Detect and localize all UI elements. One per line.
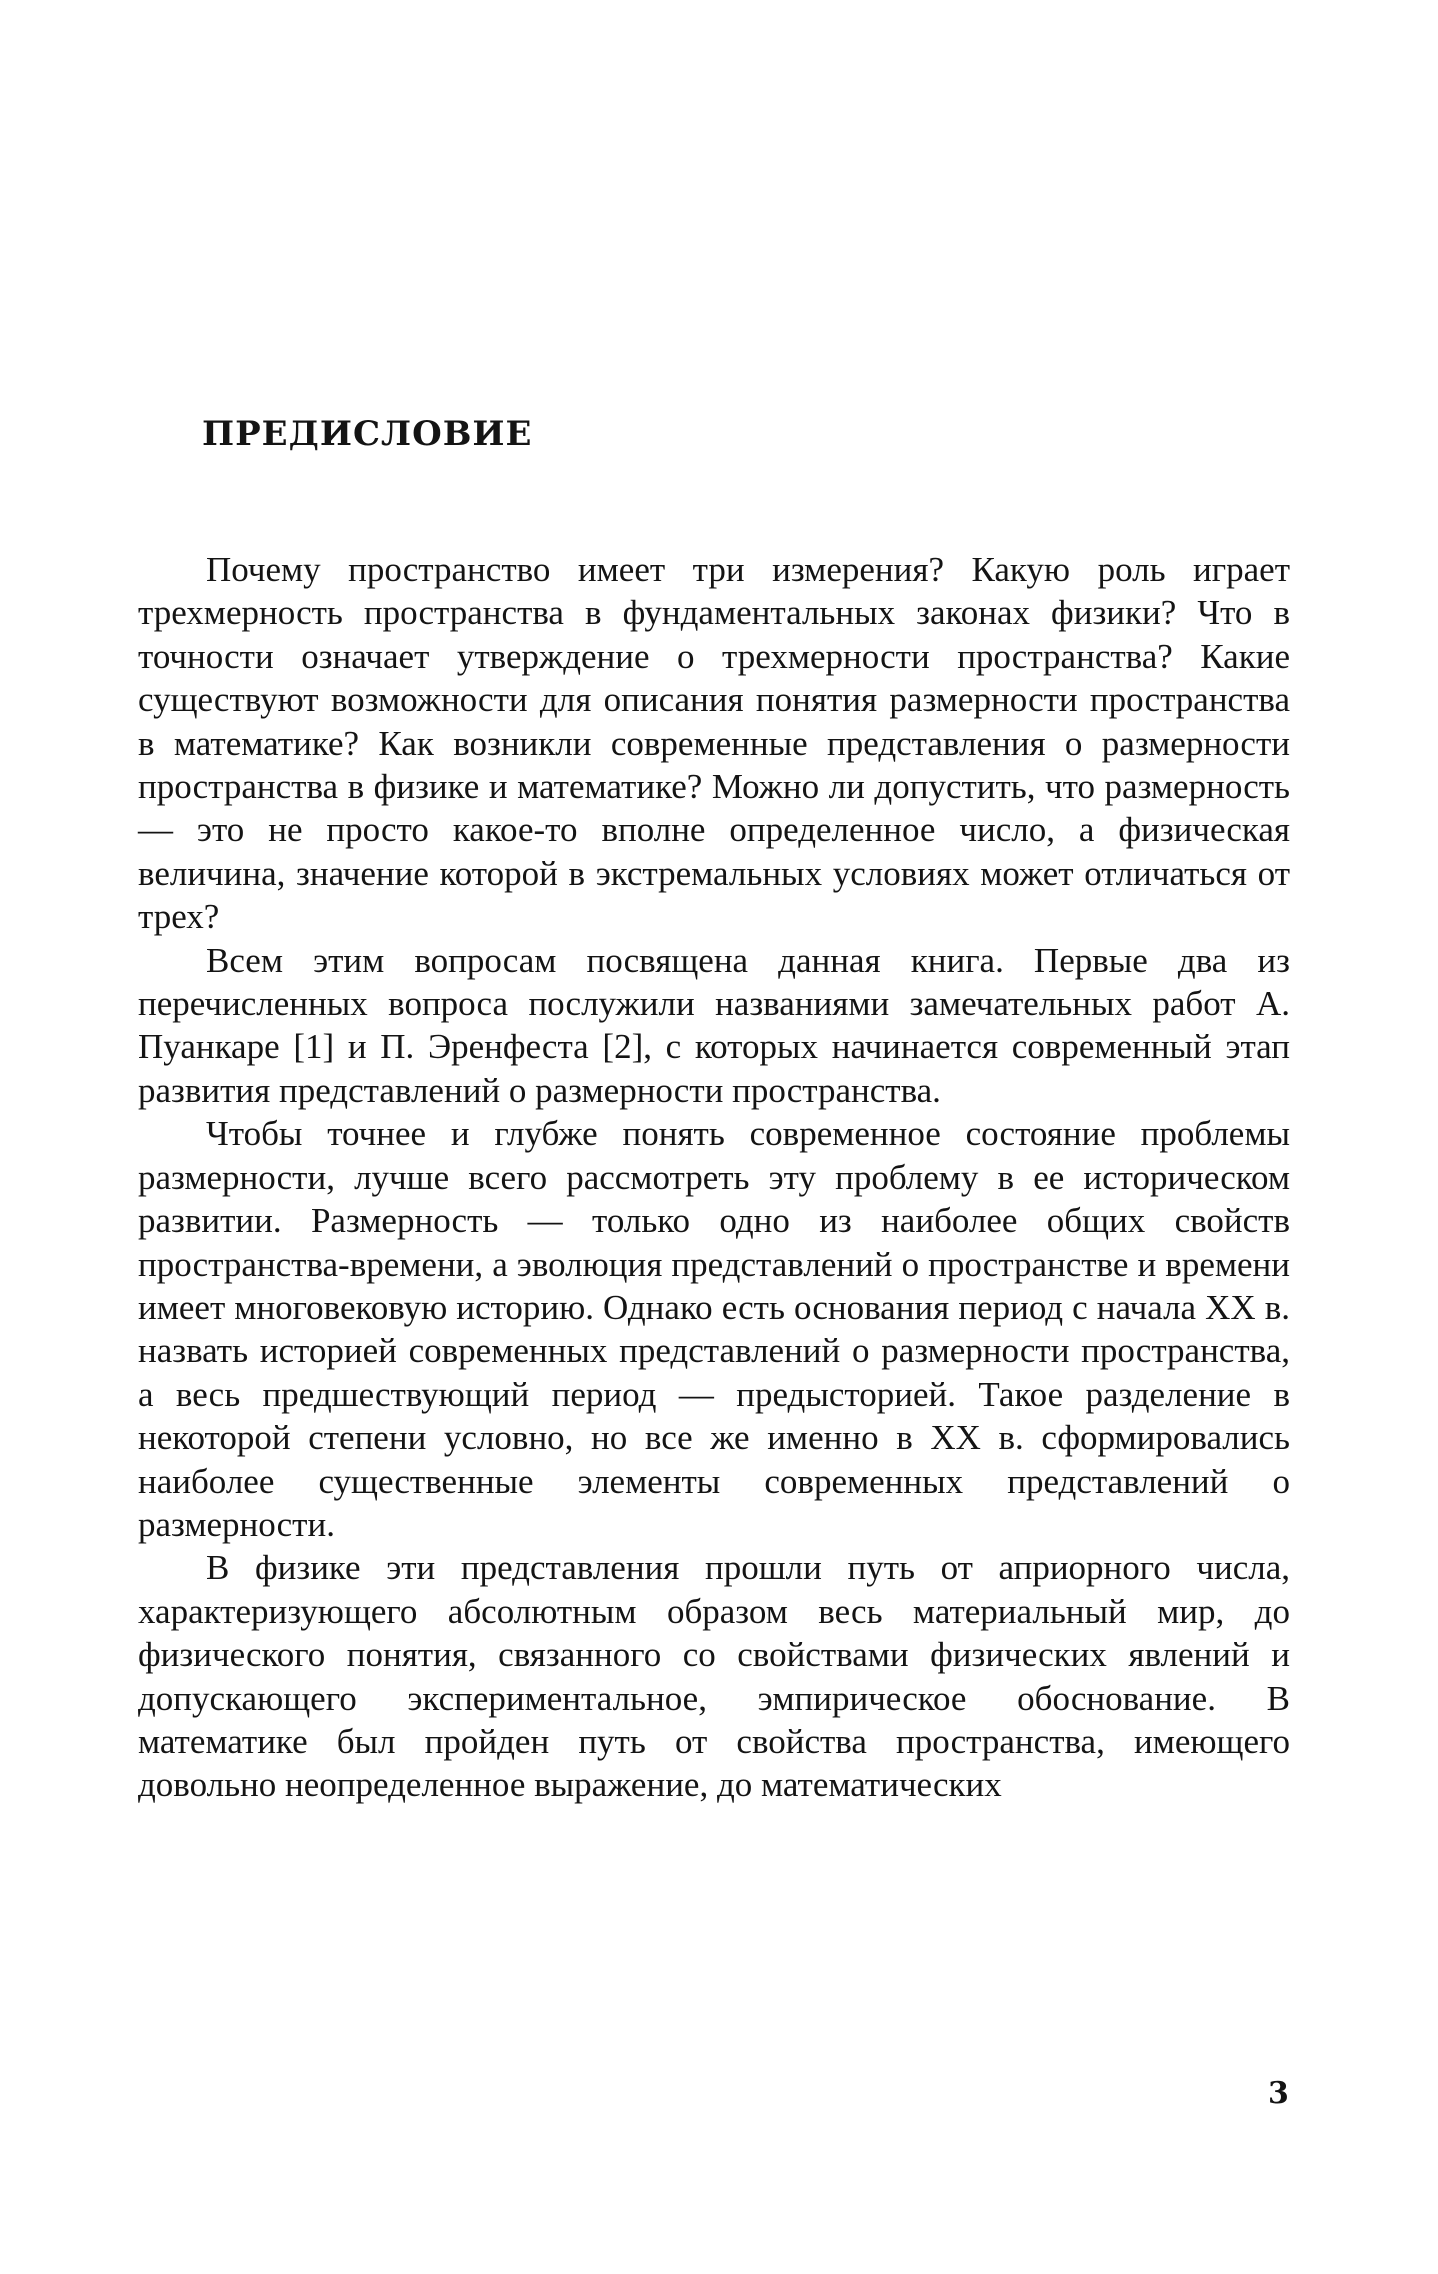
paragraph-4: В физике эти представления прошли путь от априорного числа, характеризующего абсолютным образом весь материальный мир, до физического понятия, связанного со свойствами физических явлений и допускающего экспериментальное, эмпирическое обоснование. В математике был пройден путь от свойства пространства, имеющего довольно неопределенное выражение, до математических: [138, 1548, 1290, 1805]
paragraph-3: Чтобы точнее и глубже понять современное состояние проблемы размерности, лучше всего рассмотреть эту проблему в ее историческом развитии. Размерность — только одно из наиболее общих свойств пространства-времени, а эволюция представлений о пространстве и времени имеет многовековую историю. Однако есть основания период с начала XX в. назвать историей современных представлений о размерности пространства, а весь предшествующий период — предысторией. Такое разделение в некоторой степени условно, но все же именно в XX в. сформировались наиболее существенные элементы современных представлений о размерности.: [138, 1114, 1290, 1544]
page-number: 3: [1268, 2076, 1289, 2111]
paragraph-2: Всем этим вопросам посвящена данная книга. Первые два из перечисленных вопроса послужили названиями замечательных работ А. Пуанкаре [1] и П. Эренфеста [2], с которых начинается современный этап развития представлений о размерности пространства.: [138, 940, 1290, 1110]
page-title: ПРЕДИСЛОВИЕ: [202, 414, 533, 454]
preface-body: [138, 548, 1290, 1807]
paragraph-1: Почему пространство имеет три измерения? Какую роль играет трехмерность пространства в фундаментальных законах физики? Что в точности означает утверждение о трехмерности пространства? Какие существуют возможности для описания понятия размерности пространства в математике? Как возникли современные представления о размерности пространства в физике и математике? Можно ли допустить, что размерность — это не просто какое-то вполне определенное число, а физическая величина, значение которой в экстремальных условиях может отличаться от трех?: [138, 550, 1290, 937]
